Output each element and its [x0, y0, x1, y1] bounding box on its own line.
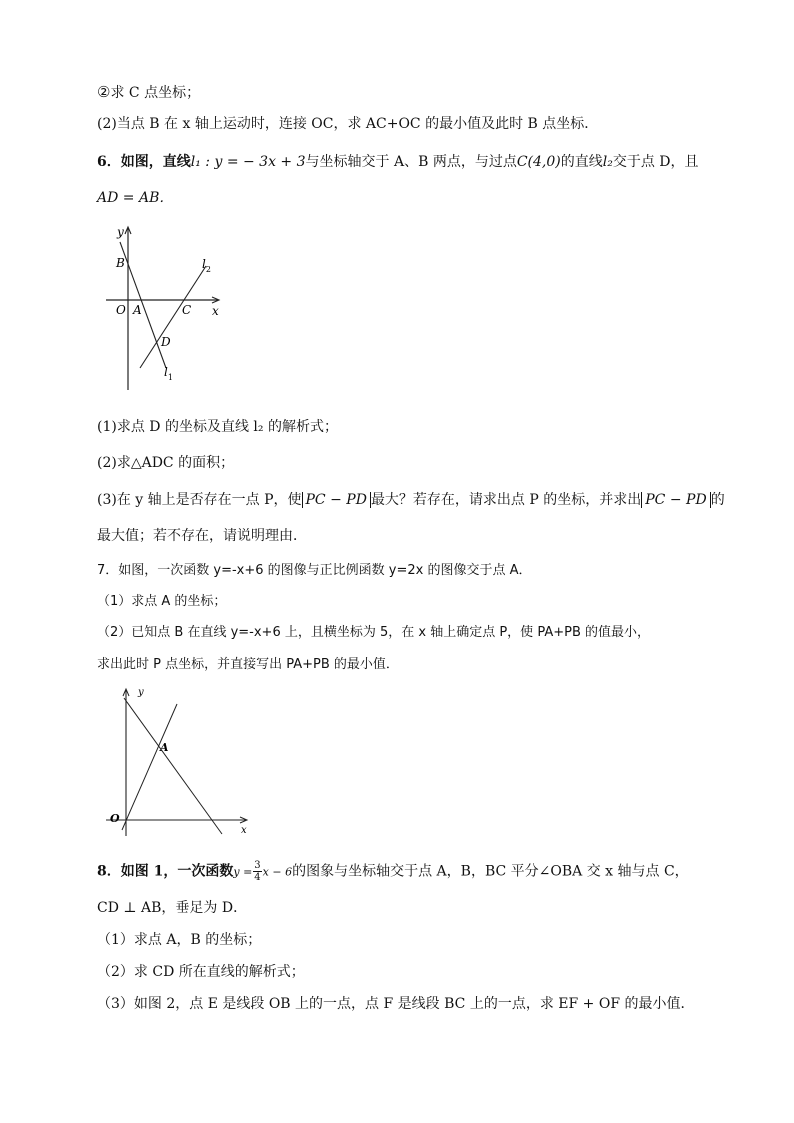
q7-part2-line2: 求出此时 P 点坐标，并直接写出 PA+PB 的最小值． [97, 657, 399, 672]
q6-line-l1 [120, 242, 166, 368]
q7-figure [100, 684, 260, 840]
q6-part3-line2: 最大值；若不存在，请说明理由． [97, 528, 307, 544]
q6-stem-d: 交于点 D，且 [612, 154, 699, 170]
q7-label-a: A [160, 741, 169, 754]
q6-l2: l₂ [602, 154, 613, 170]
q6-part3 [97, 490, 725, 510]
q8-stem-line2: CD ⊥ AB，垂足为 D． [97, 900, 248, 916]
q6-point-c: C(4,0) [516, 154, 561, 170]
q6-stem [97, 152, 717, 172]
q6-l1-equation: l₁ : y = − 3x + 3 [190, 154, 306, 170]
q6-label-d: D [161, 335, 171, 349]
q6-label-c: C [182, 303, 192, 317]
q6-line-l2 [140, 266, 206, 368]
q6-figure [100, 222, 230, 392]
q8-part1: （1）求点 A，B 的坐标； [97, 932, 262, 948]
q6-label-a: A [133, 303, 142, 317]
q8-eq-rest: x − 6 [262, 865, 293, 879]
q6-part3-c: 的 [710, 492, 725, 508]
q7-part1: （1）求点 A 的坐标； [97, 594, 227, 609]
q8-frac-den: 4 [254, 872, 261, 883]
q8-part2: （2）求 CD 所在直线的解析式； [97, 964, 305, 980]
q6-abs-expr-1: PC − PD [302, 492, 371, 508]
q6-label-b: B [116, 256, 125, 270]
q8-part3: （3）如图 2，点 E 是线段 OB 上的一点，点 F 是线段 BC 上的一点，求 EF + OF 的最小值． [97, 996, 695, 1012]
circled-two-marker: ② [97, 83, 111, 101]
q8-stem [97, 860, 717, 883]
q6-part1: (1)求点 D 的坐标及直线 l₂ 的解析式； [97, 419, 338, 435]
q6-label-x: x [212, 304, 219, 318]
q6-stem-c: 的直线 [560, 154, 603, 170]
q6-label-l1: $l_1$ [164, 365, 173, 382]
q7-label-x: x [241, 825, 247, 836]
q5-sub2 [97, 82, 717, 103]
q7-line-y-2x [122, 704, 177, 830]
q6-label-o: O [116, 303, 126, 317]
q6-stem-line2: AD = AB． [97, 190, 174, 206]
q7-line-y-neg-x-6 [124, 698, 222, 834]
q8-stem-b: 的图象与坐标轴交于点 A，B，BC 平分∠OBA 交 x 轴与点 C， [292, 863, 689, 880]
q7-label-y: y [138, 687, 144, 698]
q8-stem-a: 8．如图 1，一次函数 [97, 863, 234, 880]
q6-part3-b: 最大？若存在，请求出点 P 的坐标，并求出 [370, 492, 642, 508]
q7-label-o: O [110, 812, 120, 825]
q5-sub2-text: 求 C 点坐标； [110, 85, 201, 101]
q7-part2-line1: （2）已知点 B 在直线 y=-x+6 上，且横坐标为 5，在 x 轴上确定点 P，使 PA+PB 的值最小， [97, 625, 651, 640]
q6-abs-expr-2: PC − PD [641, 492, 710, 508]
q6-part3-a: (3)在 y 轴上是否存在一点 P，使 [97, 492, 302, 508]
q6-label-y: y [117, 225, 124, 239]
q6-part2: (2)求△ADC 的面积； [97, 455, 235, 471]
q6-stem-b: 与坐标轴交于 A、B 两点，与过点 [305, 154, 517, 170]
q6-stem-a: 6．如图，直线 [97, 154, 191, 170]
q5-part2: (2)当点 B 在 x 轴上运动时，连接 OC，求 AC+OC 的最小值及此时 B 点坐标． [97, 116, 599, 132]
q6-label-l2: $l_2$ [202, 257, 211, 274]
q8-frac-num: 3 [254, 860, 261, 871]
q8-fraction [253, 860, 261, 883]
q8-eq-y: y = [233, 865, 253, 879]
q7-stem: 7．如图，一次函数 y=-x+6 的图像与正比例函数 y=2x 的图像交于点 A． [97, 563, 532, 578]
